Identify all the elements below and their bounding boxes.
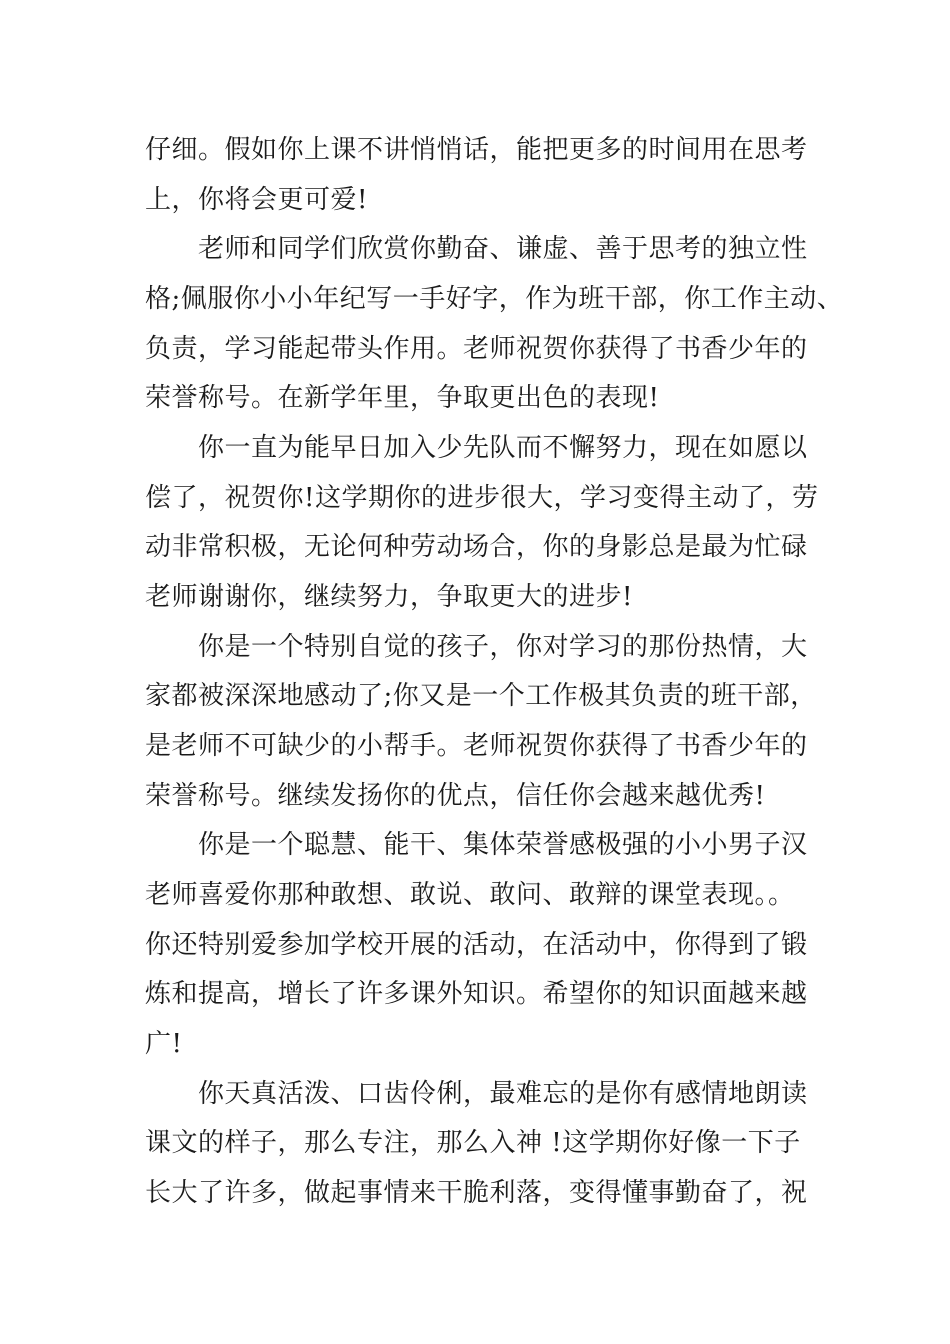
text-line: 偿了，祝贺你!这学期你的进步很大，学习变得主动了，劳: [145, 483, 819, 513]
paragraph-first-line: 你一直为能早日加入少先队而不懈努力，现在如愿以: [198, 433, 808, 463]
paragraph-first-line: 你是一个特别自觉的孩子，你对学习的那份热情，大: [198, 632, 808, 662]
text-line: 负责，学习能起带头作用。老师祝贺你获得了书香少年的: [145, 334, 808, 364]
text-line: 老师喜爱你那种敢想、敢说、敢问、敢辩的课堂表现。。: [145, 880, 795, 910]
text-line: 老师谢谢你，继续努力，争取更大的进步!: [145, 582, 633, 612]
text-line: 格;佩服你小小年纪写一手好字，作为班干部，你工作主动、: [145, 284, 844, 314]
text-line: 家都被深深地感动了;你又是一个工作极其负责的班干部，: [145, 681, 817, 711]
text-line: 你还特别爱参加学校开展的活动，在活动中，你得到了锻: [145, 930, 808, 960]
text-line: 荣誉称号。在新学年里，争取更出色的表现!: [145, 383, 660, 413]
text-line: 课文的样子，那么专注，那么入神 !这学期你好像一下子: [145, 1128, 801, 1158]
text-line: 上，你将会更可爱!: [145, 185, 368, 215]
text-line: 广!: [145, 1029, 183, 1059]
text-line: 仔细。假如你上课不讲悄悄话，能把更多的时间用在思考: [145, 135, 808, 165]
text-line: 炼和提高，增长了许多课外知识。希望你的知识面越来越: [145, 979, 808, 1009]
text-line: 长大了许多，做起事情来干脆利落，变得懂事勤奋了，祝: [145, 1178, 808, 1208]
paragraph-first-line: 你天真活泼、口齿伶俐，最难忘的是你有感情地朗读: [198, 1079, 808, 1109]
paragraph-first-line: 老师和同学们欣赏你勤奋、谦虚、善于思考的独立性: [198, 234, 808, 264]
text-line: 是老师不可缺少的小帮手。老师祝贺你获得了书香少年的: [145, 731, 808, 761]
text-line: 动非常积极，无论何种劳动场合，你的身影总是最为忙碌: [145, 532, 808, 562]
text-line: 荣誉称号。继续发扬你的优点，信任你会越来越优秀!: [145, 781, 766, 811]
paragraph-first-line: 你是一个聪慧、能干、集体荣誉感极强的小小男子汉: [198, 830, 808, 860]
